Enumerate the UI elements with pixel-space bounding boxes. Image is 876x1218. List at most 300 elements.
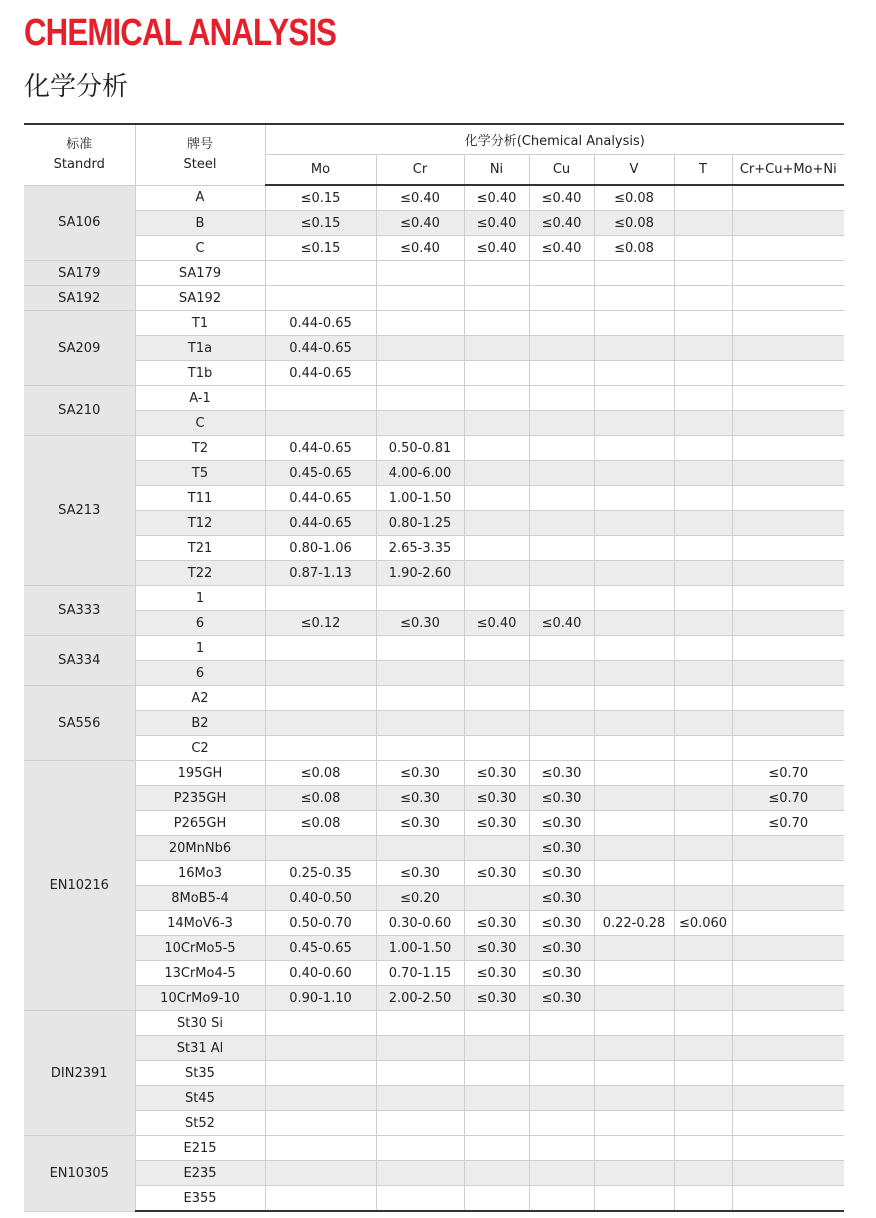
table-row xyxy=(24,836,844,861)
value-cell-sum xyxy=(732,461,844,486)
value-cell-v xyxy=(594,1161,674,1186)
value-cell-ni xyxy=(464,1061,529,1086)
table-row xyxy=(24,811,844,836)
value-cell-sum xyxy=(732,986,844,1011)
value-cell-v xyxy=(594,961,674,986)
value-cell-ni: ≤0.30 xyxy=(464,861,529,886)
table-row xyxy=(24,411,844,436)
column-header-mo: Mo xyxy=(265,155,376,186)
value-cell-t xyxy=(674,1136,732,1161)
value-cell-v xyxy=(594,286,674,311)
value-cell-sum xyxy=(732,211,844,236)
steel-grade-cell: A xyxy=(135,185,265,211)
value-cell-t xyxy=(674,686,732,711)
value-cell-v: ≤0.08 xyxy=(594,211,674,236)
value-cell-sum xyxy=(732,386,844,411)
value-cell-t xyxy=(674,861,732,886)
value-cell-ni xyxy=(464,386,529,411)
value-cell-cr xyxy=(376,1086,464,1111)
steel-grade-cell: SA179 xyxy=(135,261,265,286)
value-cell-sum xyxy=(732,1136,844,1161)
table-row xyxy=(24,986,844,1011)
table-row xyxy=(24,1061,844,1086)
value-cell-mo xyxy=(265,1161,376,1186)
value-cell-t xyxy=(674,511,732,536)
value-cell-cr: 0.50-0.81 xyxy=(376,436,464,461)
value-cell-mo: ≤0.15 xyxy=(265,211,376,236)
value-cell-cr xyxy=(376,661,464,686)
value-cell-cu xyxy=(529,261,594,286)
value-cell-cr: ≤0.30 xyxy=(376,811,464,836)
value-cell-cr xyxy=(376,736,464,761)
value-cell-cr: ≤0.30 xyxy=(376,786,464,811)
value-cell-t xyxy=(674,936,732,961)
table-row xyxy=(24,886,844,911)
table-row xyxy=(24,336,844,361)
value-cell-cu xyxy=(529,361,594,386)
value-cell-cr: 1.00-1.50 xyxy=(376,936,464,961)
value-cell-v xyxy=(594,711,674,736)
value-cell-ni xyxy=(464,1161,529,1186)
steel-grade-cell: 13CrMo4-5 xyxy=(135,961,265,986)
value-cell-mo: 0.25-0.35 xyxy=(265,861,376,886)
standard-group xyxy=(24,261,844,286)
value-cell-ni: ≤0.30 xyxy=(464,936,529,961)
value-cell-sum xyxy=(732,636,844,661)
value-cell-cu xyxy=(529,1161,594,1186)
table-row xyxy=(24,236,844,261)
value-cell-ni xyxy=(464,1036,529,1061)
value-cell-ni xyxy=(464,461,529,486)
standard-group xyxy=(24,286,844,311)
value-cell-t xyxy=(674,711,732,736)
table-row xyxy=(24,586,844,611)
value-cell-cr: ≤0.30 xyxy=(376,611,464,636)
value-cell-v xyxy=(594,786,674,811)
standard-group xyxy=(24,686,844,761)
steel-grade-cell: St45 xyxy=(135,1086,265,1111)
value-cell-v xyxy=(594,311,674,336)
steel-header xyxy=(135,124,265,185)
value-cell-mo xyxy=(265,711,376,736)
steel-grade-cell: 1 xyxy=(135,636,265,661)
value-cell-cu xyxy=(529,311,594,336)
value-cell-cu xyxy=(529,1186,594,1212)
value-cell-mo: 0.44-0.65 xyxy=(265,436,376,461)
value-cell-cr xyxy=(376,1061,464,1086)
value-cell-sum xyxy=(732,436,844,461)
column-header-v: V xyxy=(594,155,674,186)
value-cell-t xyxy=(674,261,732,286)
value-cell-cu: ≤0.30 xyxy=(529,986,594,1011)
value-cell-v xyxy=(594,1136,674,1161)
value-cell-cu xyxy=(529,661,594,686)
value-cell-cu xyxy=(529,711,594,736)
steel-grade-cell: St35 xyxy=(135,1061,265,1086)
value-cell-t: ≤0.060 xyxy=(674,911,732,936)
steel-grade-cell: T1a xyxy=(135,336,265,361)
value-cell-cu xyxy=(529,386,594,411)
value-cell-v xyxy=(594,486,674,511)
value-cell-mo: 0.45-0.65 xyxy=(265,461,376,486)
value-cell-cu: ≤0.30 xyxy=(529,811,594,836)
table-row xyxy=(24,761,844,786)
standard-group xyxy=(24,386,844,436)
standard-cell: EN10305 xyxy=(24,1136,135,1212)
steel-grade-cell: E215 xyxy=(135,1136,265,1161)
value-cell-ni: ≤0.40 xyxy=(464,236,529,261)
standard-group xyxy=(24,436,844,586)
steel-grade-cell: 20MnNb6 xyxy=(135,836,265,861)
value-cell-sum: ≤0.70 xyxy=(732,761,844,786)
steel-grade-cell: SA192 xyxy=(135,286,265,311)
value-cell-sum xyxy=(732,586,844,611)
value-cell-v xyxy=(594,511,674,536)
value-cell-v xyxy=(594,1186,674,1212)
steel-grade-cell: P235GH xyxy=(135,786,265,811)
value-cell-cu xyxy=(529,511,594,536)
value-cell-ni xyxy=(464,411,529,436)
value-cell-v xyxy=(594,436,674,461)
value-cell-ni: ≤0.30 xyxy=(464,786,529,811)
value-cell-cr xyxy=(376,1111,464,1136)
value-cell-ni xyxy=(464,836,529,861)
value-cell-mo xyxy=(265,261,376,286)
value-cell-ni xyxy=(464,1086,529,1111)
table-row xyxy=(24,536,844,561)
standard-group xyxy=(24,761,844,1011)
value-cell-t xyxy=(674,236,732,261)
value-cell-ni xyxy=(464,1186,529,1212)
value-cell-sum xyxy=(732,836,844,861)
value-cell-mo xyxy=(265,1111,376,1136)
column-header-t: T xyxy=(674,155,732,186)
value-cell-mo xyxy=(265,736,376,761)
value-cell-sum xyxy=(732,911,844,936)
value-cell-cr xyxy=(376,261,464,286)
table-row xyxy=(24,1011,844,1036)
value-cell-t xyxy=(674,1186,732,1212)
value-cell-cu xyxy=(529,636,594,661)
standard-cell: SA210 xyxy=(24,386,135,436)
value-cell-cr: 2.00-2.50 xyxy=(376,986,464,1011)
value-cell-t xyxy=(674,1036,732,1061)
value-cell-cu xyxy=(529,686,594,711)
value-cell-v: ≤0.08 xyxy=(594,236,674,261)
value-cell-mo xyxy=(265,286,376,311)
standard-group xyxy=(24,185,844,261)
standard-header-en: Standrd xyxy=(53,156,105,172)
value-cell-cr: 0.80-1.25 xyxy=(376,511,464,536)
value-cell-sum xyxy=(732,411,844,436)
value-cell-cr: 0.30-0.60 xyxy=(376,911,464,936)
value-cell-sum xyxy=(732,1061,844,1086)
value-cell-v xyxy=(594,1036,674,1061)
value-cell-sum xyxy=(732,511,844,536)
value-cell-v xyxy=(594,461,674,486)
value-cell-cr: 1.00-1.50 xyxy=(376,486,464,511)
value-cell-v xyxy=(594,936,674,961)
value-cell-t xyxy=(674,811,732,836)
steel-grade-cell: 195GH xyxy=(135,761,265,786)
value-cell-cr: ≤0.30 xyxy=(376,861,464,886)
steel-grade-cell: C xyxy=(135,236,265,261)
value-cell-t xyxy=(674,1161,732,1186)
value-cell-mo: ≤0.08 xyxy=(265,786,376,811)
value-cell-ni xyxy=(464,486,529,511)
value-cell-sum xyxy=(732,661,844,686)
value-cell-v xyxy=(594,886,674,911)
value-cell-sum xyxy=(732,561,844,586)
value-cell-ni xyxy=(464,286,529,311)
value-cell-cu: ≤0.30 xyxy=(529,861,594,886)
value-cell-sum xyxy=(732,936,844,961)
value-cell-ni xyxy=(464,511,529,536)
standard-cell: SA179 xyxy=(24,261,135,286)
table-row xyxy=(24,911,844,936)
value-cell-t xyxy=(674,461,732,486)
value-cell-mo: 0.44-0.65 xyxy=(265,361,376,386)
table-row xyxy=(24,461,844,486)
value-cell-cr xyxy=(376,1186,464,1212)
value-cell-cu: ≤0.30 xyxy=(529,886,594,911)
value-cell-sum xyxy=(732,1111,844,1136)
standard-header xyxy=(24,124,135,185)
standard-group xyxy=(24,586,844,636)
value-cell-cr xyxy=(376,386,464,411)
value-cell-ni: ≤0.30 xyxy=(464,986,529,1011)
value-cell-sum xyxy=(732,611,844,636)
standard-cell: EN10216 xyxy=(24,761,135,1011)
value-cell-sum xyxy=(732,536,844,561)
table-row xyxy=(24,261,844,286)
table-row xyxy=(24,436,844,461)
value-cell-sum xyxy=(732,1011,844,1036)
value-cell-cu: ≤0.30 xyxy=(529,786,594,811)
value-cell-sum xyxy=(732,1036,844,1061)
steel-header-en: Steel xyxy=(183,156,217,172)
value-cell-cr xyxy=(376,711,464,736)
chemical-analysis-group-header: 化学分析(Chemical Analysis) xyxy=(265,124,844,155)
value-cell-t xyxy=(674,311,732,336)
value-cell-v xyxy=(594,836,674,861)
steel-grade-cell: 8MoB5-4 xyxy=(135,886,265,911)
value-cell-mo: 0.50-0.70 xyxy=(265,911,376,936)
table-row xyxy=(24,861,844,886)
value-cell-sum xyxy=(732,286,844,311)
value-cell-t xyxy=(674,636,732,661)
value-cell-sum xyxy=(732,1161,844,1186)
value-cell-v xyxy=(594,561,674,586)
value-cell-cu: ≤0.30 xyxy=(529,836,594,861)
value-cell-ni xyxy=(464,661,529,686)
table-row xyxy=(24,686,844,711)
steel-grade-cell: 10CrMo9-10 xyxy=(135,986,265,1011)
value-cell-t xyxy=(674,536,732,561)
table-row xyxy=(24,1161,844,1186)
table-row xyxy=(24,936,844,961)
value-cell-sum: ≤0.70 xyxy=(732,811,844,836)
value-cell-mo: 0.45-0.65 xyxy=(265,936,376,961)
steel-grade-cell: T1b xyxy=(135,361,265,386)
value-cell-ni xyxy=(464,361,529,386)
value-cell-ni: ≤0.40 xyxy=(464,211,529,236)
value-cell-mo: ≤0.15 xyxy=(265,185,376,211)
value-cell-ni: ≤0.40 xyxy=(464,185,529,211)
value-cell-mo xyxy=(265,836,376,861)
value-cell-mo xyxy=(265,1086,376,1111)
value-cell-cr: 2.65-3.35 xyxy=(376,536,464,561)
steel-grade-cell: B xyxy=(135,211,265,236)
steel-grade-cell: 6 xyxy=(135,661,265,686)
table-row xyxy=(24,711,844,736)
value-cell-ni xyxy=(464,1111,529,1136)
value-cell-cu xyxy=(529,1011,594,1036)
value-cell-cu xyxy=(529,461,594,486)
value-cell-v xyxy=(594,661,674,686)
table-row xyxy=(24,311,844,336)
table-header xyxy=(24,124,844,185)
value-cell-v xyxy=(594,586,674,611)
value-cell-t xyxy=(674,386,732,411)
steel-grade-cell: T21 xyxy=(135,536,265,561)
value-cell-v xyxy=(594,261,674,286)
value-cell-sum xyxy=(732,711,844,736)
table-row xyxy=(24,1086,844,1111)
value-cell-mo: 0.40-0.50 xyxy=(265,886,376,911)
value-cell-ni xyxy=(464,436,529,461)
value-cell-t xyxy=(674,611,732,636)
value-cell-cu xyxy=(529,486,594,511)
value-cell-ni xyxy=(464,336,529,361)
value-cell-ni: ≤0.40 xyxy=(464,611,529,636)
value-cell-cr xyxy=(376,286,464,311)
value-cell-ni xyxy=(464,636,529,661)
standard-cell: SA334 xyxy=(24,636,135,686)
table-row xyxy=(24,511,844,536)
value-cell-sum xyxy=(732,1086,844,1111)
value-cell-mo: 0.80-1.06 xyxy=(265,536,376,561)
value-cell-v: 0.22-0.28 xyxy=(594,911,674,936)
value-cell-v xyxy=(594,386,674,411)
value-cell-cu xyxy=(529,286,594,311)
value-cell-mo: 0.44-0.65 xyxy=(265,336,376,361)
value-cell-t xyxy=(674,561,732,586)
page-title-cn: 化学分析 xyxy=(24,72,129,102)
value-cell-cu xyxy=(529,586,594,611)
steel-grade-cell: St30 Si xyxy=(135,1011,265,1036)
value-cell-t xyxy=(674,761,732,786)
value-cell-ni xyxy=(464,261,529,286)
value-cell-v xyxy=(594,361,674,386)
value-cell-cu: ≤0.30 xyxy=(529,911,594,936)
value-cell-cu: ≤0.30 xyxy=(529,761,594,786)
steel-grade-cell: 16Mo3 xyxy=(135,861,265,886)
value-cell-cu xyxy=(529,1036,594,1061)
value-cell-cu xyxy=(529,411,594,436)
value-cell-v xyxy=(594,411,674,436)
value-cell-cr xyxy=(376,586,464,611)
value-cell-ni xyxy=(464,561,529,586)
value-cell-ni xyxy=(464,886,529,911)
value-cell-ni xyxy=(464,686,529,711)
value-cell-t xyxy=(674,436,732,461)
standard-cell: SA209 xyxy=(24,311,135,386)
value-cell-cu xyxy=(529,736,594,761)
value-cell-cr xyxy=(376,1161,464,1186)
steel-grade-cell: T11 xyxy=(135,486,265,511)
value-cell-cr xyxy=(376,636,464,661)
value-cell-t xyxy=(674,185,732,211)
steel-grade-cell: St31 Al xyxy=(135,1036,265,1061)
steel-grade-cell: P265GH xyxy=(135,811,265,836)
value-cell-v xyxy=(594,986,674,1011)
value-cell-cr: ≤0.40 xyxy=(376,236,464,261)
value-cell-sum: ≤0.70 xyxy=(732,786,844,811)
value-cell-t xyxy=(674,661,732,686)
value-cell-sum xyxy=(732,686,844,711)
table-row xyxy=(24,736,844,761)
value-cell-cu xyxy=(529,536,594,561)
standard-group xyxy=(24,311,844,386)
page-title-en: CHEMICAL ANALYSIS xyxy=(24,12,337,54)
standard-cell: DIN2391 xyxy=(24,1011,135,1136)
table-row xyxy=(24,1111,844,1136)
value-cell-cr: ≤0.40 xyxy=(376,185,464,211)
value-cell-v xyxy=(594,611,674,636)
column-header-sum: Cr+Cu+Mo+Ni xyxy=(732,155,844,186)
steel-grade-cell: B2 xyxy=(135,711,265,736)
value-cell-t xyxy=(674,786,732,811)
value-cell-mo: 0.44-0.65 xyxy=(265,486,376,511)
value-cell-mo: ≤0.08 xyxy=(265,761,376,786)
value-cell-v xyxy=(594,861,674,886)
standard-cell: SA192 xyxy=(24,286,135,311)
value-cell-cr: ≤0.20 xyxy=(376,886,464,911)
value-cell-cu xyxy=(529,1136,594,1161)
value-cell-t xyxy=(674,286,732,311)
value-cell-sum xyxy=(732,236,844,261)
value-cell-mo xyxy=(265,1061,376,1086)
standard-group xyxy=(24,1011,844,1136)
value-cell-v xyxy=(594,811,674,836)
steel-grade-cell: E355 xyxy=(135,1186,265,1212)
table-row xyxy=(24,211,844,236)
value-cell-cu xyxy=(529,561,594,586)
value-cell-v xyxy=(594,1061,674,1086)
value-cell-cu xyxy=(529,1111,594,1136)
value-cell-cr xyxy=(376,411,464,436)
value-cell-cr xyxy=(376,1011,464,1036)
value-cell-cr xyxy=(376,361,464,386)
value-cell-cr xyxy=(376,1136,464,1161)
steel-grade-cell: A-1 xyxy=(135,386,265,411)
value-cell-v xyxy=(594,636,674,661)
value-cell-sum xyxy=(732,336,844,361)
standard-header-cn: 标准 xyxy=(66,136,93,152)
value-cell-sum xyxy=(732,861,844,886)
value-cell-mo xyxy=(265,386,376,411)
standard-cell: SA213 xyxy=(24,436,135,586)
steel-grade-cell: 14MoV6-3 xyxy=(135,911,265,936)
value-cell-cr xyxy=(376,311,464,336)
value-cell-mo xyxy=(265,1136,376,1161)
value-cell-mo xyxy=(265,1011,376,1036)
table-row xyxy=(24,361,844,386)
table-row xyxy=(24,611,844,636)
value-cell-v: ≤0.08 xyxy=(594,185,674,211)
value-cell-t xyxy=(674,986,732,1011)
